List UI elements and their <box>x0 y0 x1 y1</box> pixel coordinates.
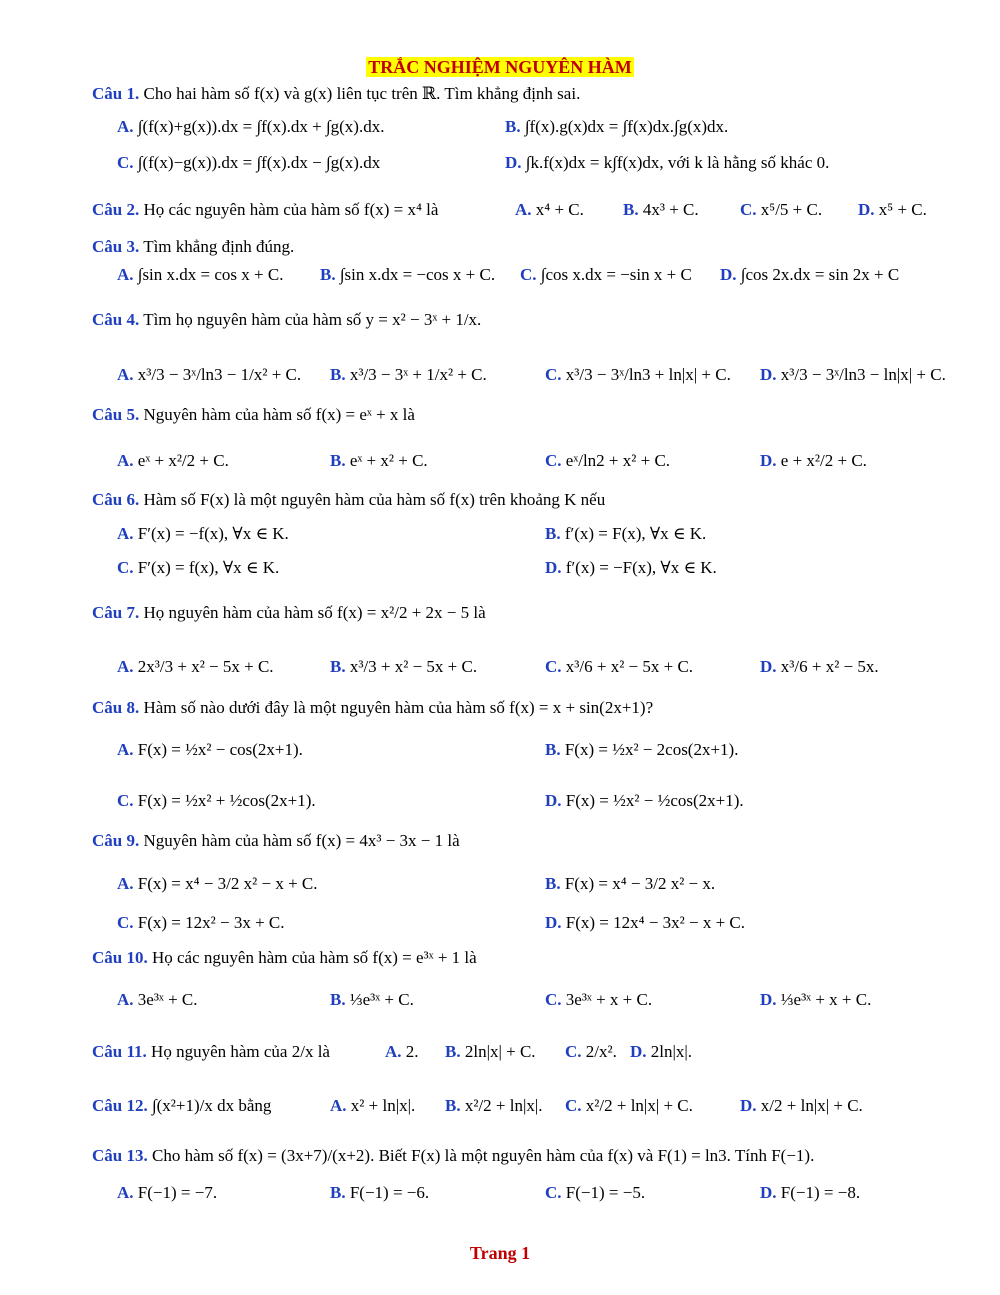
question-3-label: Câu 3. <box>92 237 140 256</box>
option-letter: C. <box>545 990 566 1009</box>
q11-option-a <box>385 1042 419 1062</box>
question-11-label: Câu 11. <box>92 1042 147 1061</box>
option-text: x³/3 + x² − 5x + C. <box>349 657 478 676</box>
question-2-text: Họ các nguyên hàm của hàm số f(x) = x⁴ là <box>143 200 439 219</box>
option-text: 4x³ + C. <box>642 200 699 219</box>
option-text: eˣ/ln2 + x² + C. <box>565 451 671 470</box>
option-letter: B. <box>330 990 350 1009</box>
option-letter: A. <box>117 524 138 543</box>
q1-option-d <box>505 153 829 173</box>
question-5 <box>92 405 972 425</box>
option-letter: A. <box>117 1183 138 1202</box>
q13-option-b <box>330 1183 429 1203</box>
q4-option-a <box>117 365 301 385</box>
question-5-label: Câu 5. <box>92 405 140 424</box>
question-13 <box>92 1146 972 1166</box>
option-letter: C. <box>117 913 138 932</box>
q10-option-c <box>545 990 652 1010</box>
option-text: x³/6 + x² − 5x + C. <box>565 657 694 676</box>
option-text: x³/3 − 3ˣ/ln3 − ln|x| + C. <box>780 365 946 384</box>
option-text: ⅓e³ˣ + x + C. <box>780 990 872 1009</box>
option-text: ∫k.f(x)dx = k∫f(x)dx, với k là hằng số khác 0. <box>525 153 830 172</box>
option-letter: A. <box>117 874 138 893</box>
option-letter: D. <box>760 990 781 1009</box>
option-text: F(−1) = −7. <box>137 1183 218 1202</box>
option-text: F(x) = x⁴ − 3/2 x² − x + C. <box>137 874 318 893</box>
option-text: x²/2 + ln|x| + C. <box>585 1096 693 1115</box>
q6-option-c <box>117 558 279 578</box>
q1-option-c <box>117 153 380 173</box>
q3-option-b <box>320 265 495 285</box>
q11-option-b <box>445 1042 536 1062</box>
q8-option-d <box>545 791 744 811</box>
option-letter: C. <box>545 451 566 470</box>
option-text: ⅓e³ˣ + C. <box>349 990 414 1009</box>
option-letter: C. <box>520 265 541 284</box>
question-6 <box>92 490 972 510</box>
q3-option-a <box>117 265 283 285</box>
question-1-text: Cho hai hàm số f(x) và g(x) liên tục trên ℝ. Tìm khẳng định sai. <box>143 84 581 103</box>
option-text: ∫sin x.dx = −cos x + C. <box>339 265 496 284</box>
option-letter: C. <box>740 200 761 219</box>
option-letter: D. <box>545 791 566 810</box>
question-7-label: Câu 7. <box>92 603 140 622</box>
option-text: x²/2 + ln|x|. <box>464 1096 543 1115</box>
option-letter: D. <box>545 558 566 577</box>
q5-option-d <box>760 451 867 471</box>
option-text: F′(x) = f(x), ∀x ∈ K. <box>137 558 280 577</box>
q12-option-d <box>740 1096 863 1116</box>
option-text: x³/6 + x² − 5x. <box>780 657 879 676</box>
q9-option-d <box>545 913 745 933</box>
page-title: TRẮC NGHIỆM NGUYÊN HÀM <box>368 57 632 77</box>
question-7 <box>92 603 972 623</box>
option-text: eˣ + x² + C. <box>349 451 428 470</box>
option-text: F(x) = 12x² − 3x + C. <box>137 913 285 932</box>
option-letter: C. <box>565 1096 586 1115</box>
question-4-label: Câu 4. <box>92 310 140 329</box>
option-letter: B. <box>445 1096 465 1115</box>
option-text: x³/3 − 3ˣ/ln3 − 1/x² + C. <box>137 365 302 384</box>
q3-option-d <box>720 265 899 285</box>
q4-option-c <box>545 365 731 385</box>
option-text: 2x³/3 + x² − 5x + C. <box>137 657 274 676</box>
option-letter: A. <box>117 990 138 1009</box>
option-letter: A. <box>117 365 138 384</box>
question-2-label: Câu 2. <box>92 200 140 219</box>
option-letter: A. <box>385 1042 406 1061</box>
question-8 <box>92 698 972 718</box>
q3-option-c <box>520 265 692 285</box>
q4-option-d <box>760 365 946 385</box>
option-text: e + x²/2 + C. <box>780 451 867 470</box>
option-letter: B. <box>330 1183 350 1202</box>
option-letter: C. <box>117 791 138 810</box>
option-text: F(−1) = −5. <box>565 1183 646 1202</box>
question-10-label: Câu 10. <box>92 948 148 967</box>
q8-option-a <box>117 740 303 760</box>
option-text: 2ln|x|. <box>650 1042 693 1061</box>
q5-option-a <box>117 451 229 471</box>
q12-option-b <box>445 1096 543 1116</box>
question-10-text: Họ các nguyên hàm của hàm số f(x) = e³ˣ + 1 là <box>151 948 477 967</box>
option-text: F′(x) = −f(x), ∀x ∈ K. <box>137 524 289 543</box>
question-8-label: Câu 8. <box>92 698 140 717</box>
question-4-text: Tìm họ nguyên hàm của hàm số y = x² − 3ˣ + 1/x. <box>143 310 482 329</box>
option-letter: A. <box>117 265 138 284</box>
option-text: F(x) = ½x² − ½cos(2x+1). <box>565 791 744 810</box>
q13-option-c <box>545 1183 645 1203</box>
option-text: F(x) = ½x² + ½cos(2x+1). <box>137 791 316 810</box>
option-letter: C. <box>117 558 138 577</box>
option-letter: D. <box>760 365 781 384</box>
option-text: x² + ln|x|. <box>350 1096 416 1115</box>
q10-option-a <box>117 990 198 1010</box>
question-8-text: Hàm số nào dưới đây là một nguyên hàm của hàm số f(x) = x + sin(2x+1)? <box>143 698 654 717</box>
option-text: eˣ + x²/2 + C. <box>137 451 229 470</box>
q1-option-a <box>117 117 384 137</box>
option-text: F(−1) = −8. <box>780 1183 861 1202</box>
option-text: ∫(f(x)−g(x)).dx = ∫f(x).dx − ∫g(x).dx <box>137 153 381 172</box>
option-letter: D. <box>545 913 566 932</box>
option-letter: A. <box>330 1096 351 1115</box>
option-text: ∫(f(x)+g(x)).dx = ∫f(x).dx + ∫g(x).dx. <box>137 117 385 136</box>
option-text: ∫f(x).g(x)dx = ∫f(x)dx.∫g(x)dx. <box>524 117 729 136</box>
question-12-label: Câu 12. <box>92 1096 148 1115</box>
question-9-label: Câu 9. <box>92 831 140 850</box>
question-6-label: Câu 6. <box>92 490 140 509</box>
option-letter: A. <box>117 117 138 136</box>
q7-option-d <box>760 657 879 677</box>
question-12-text: ∫(x²+1)/x dx bằng <box>151 1096 272 1115</box>
option-text: F(x) = ½x² − cos(2x+1). <box>137 740 303 759</box>
q7-option-b <box>330 657 477 677</box>
option-letter: C. <box>545 365 566 384</box>
option-letter: B. <box>330 657 350 676</box>
question-6-text: Hàm số F(x) là một nguyên hàm của hàm số f(x) trên khoảng K nếu <box>143 490 606 509</box>
option-text: F(x) = 12x⁴ − 3x² − x + C. <box>565 913 746 932</box>
q1-option-b <box>505 117 728 137</box>
option-letter: D. <box>505 153 526 172</box>
q9-option-b <box>545 874 715 894</box>
question-11-text: Họ nguyên hàm của 2/x là <box>151 1042 330 1061</box>
option-letter: B. <box>330 365 350 384</box>
question-3 <box>92 237 972 257</box>
option-letter: D. <box>858 200 879 219</box>
q11-option-c <box>565 1042 617 1062</box>
option-text: x⁵ + C. <box>878 200 927 219</box>
option-text: 2/x². <box>585 1042 617 1061</box>
option-letter: D. <box>760 451 781 470</box>
option-text: 2. <box>405 1042 419 1061</box>
q6-option-a <box>117 524 289 544</box>
option-letter: D. <box>760 657 781 676</box>
option-letter: A. <box>117 451 138 470</box>
option-letter: B. <box>623 200 643 219</box>
question-9-text: Nguyên hàm của hàm số f(x) = 4x³ − 3x − 1 là <box>143 831 460 850</box>
option-text: x³/3 − 3ˣ/ln3 + ln|x| + C. <box>565 365 731 384</box>
option-letter: D. <box>630 1042 651 1061</box>
option-letter: C. <box>545 1183 566 1202</box>
option-letter: B. <box>545 874 565 893</box>
q12-option-c <box>565 1096 693 1116</box>
q10-option-d <box>760 990 871 1010</box>
option-letter: C. <box>565 1042 586 1061</box>
option-letter: D. <box>720 265 741 284</box>
q7-option-c <box>545 657 693 677</box>
option-letter: B. <box>505 117 525 136</box>
question-7-text: Họ nguyên hàm của hàm số f(x) = x²/2 + 2x − 5 là <box>143 603 486 622</box>
option-text: x⁵/5 + C. <box>760 200 823 219</box>
option-letter: D. <box>760 1183 781 1202</box>
option-text: x³/3 − 3ˣ + 1/x² + C. <box>349 365 487 384</box>
q2-option-a <box>515 200 584 220</box>
q8-option-c <box>117 791 316 811</box>
option-text: ∫cos 2x.dx = sin 2x + C <box>740 265 900 284</box>
q11-option-d <box>630 1042 692 1062</box>
option-letter: A. <box>515 200 536 219</box>
option-text: ∫sin x.dx = cos x + C. <box>137 265 284 284</box>
option-text: F(−1) = −6. <box>349 1183 430 1202</box>
q13-option-d <box>760 1183 860 1203</box>
q9-option-c <box>117 913 285 933</box>
option-text: ∫cos x.dx = −sin x + C <box>540 265 692 284</box>
q7-option-a <box>117 657 274 677</box>
q2-option-c <box>740 200 822 220</box>
option-text: 3e³ˣ + x + C. <box>565 990 653 1009</box>
question-4 <box>92 310 972 330</box>
option-text: f′(x) = −F(x), ∀x ∈ K. <box>565 558 717 577</box>
option-letter: D. <box>740 1096 761 1115</box>
q2-option-b <box>623 200 699 220</box>
question-13-label: Câu 13. <box>92 1146 148 1165</box>
page-number: Trang 1 <box>469 1243 531 1263</box>
q10-option-b <box>330 990 414 1010</box>
option-letter: B. <box>545 524 565 543</box>
question-1-label: Câu 1. <box>92 84 140 103</box>
q13-option-a <box>117 1183 217 1203</box>
option-text: x⁴ + C. <box>535 200 584 219</box>
q2-option-d <box>858 200 927 220</box>
option-text: F(x) = ½x² − 2cos(2x+1). <box>564 740 739 759</box>
q5-option-b <box>330 451 428 471</box>
question-10 <box>92 948 972 968</box>
option-letter: A. <box>117 657 138 676</box>
option-text: x/2 + ln|x| + C. <box>760 1096 863 1115</box>
option-text: F(x) = x⁴ − 3/2 x² − x. <box>564 874 716 893</box>
q5-option-c <box>545 451 670 471</box>
option-letter: C. <box>117 153 138 172</box>
option-text: f′(x) = F(x), ∀x ∈ K. <box>564 524 707 543</box>
option-letter: B. <box>545 740 565 759</box>
option-letter: A. <box>117 740 138 759</box>
q8-option-b <box>545 740 738 760</box>
q6-option-d <box>545 558 717 578</box>
question-3-text: Tìm khẳng định đúng. <box>143 237 295 256</box>
option-letter: B. <box>330 451 350 470</box>
option-text: 3e³ˣ + C. <box>137 990 198 1009</box>
option-text: 2ln|x| + C. <box>464 1042 536 1061</box>
question-1 <box>92 84 972 104</box>
option-letter: B. <box>445 1042 465 1061</box>
q12-option-a <box>330 1096 415 1116</box>
q4-option-b <box>330 365 487 385</box>
option-letter: C. <box>545 657 566 676</box>
question-13-text: Cho hàm số f(x) = (3x+7)/(x+2). Biết F(x) là một nguyên hàm của f(x) và F(1) = ln3. Tính F(−1). <box>151 1146 815 1165</box>
question-9 <box>92 831 972 851</box>
question-5-text: Nguyên hàm của hàm số f(x) = eˣ + x là <box>143 405 415 424</box>
q6-option-b <box>545 524 706 544</box>
option-letter: B. <box>320 265 340 284</box>
q9-option-a <box>117 874 318 894</box>
